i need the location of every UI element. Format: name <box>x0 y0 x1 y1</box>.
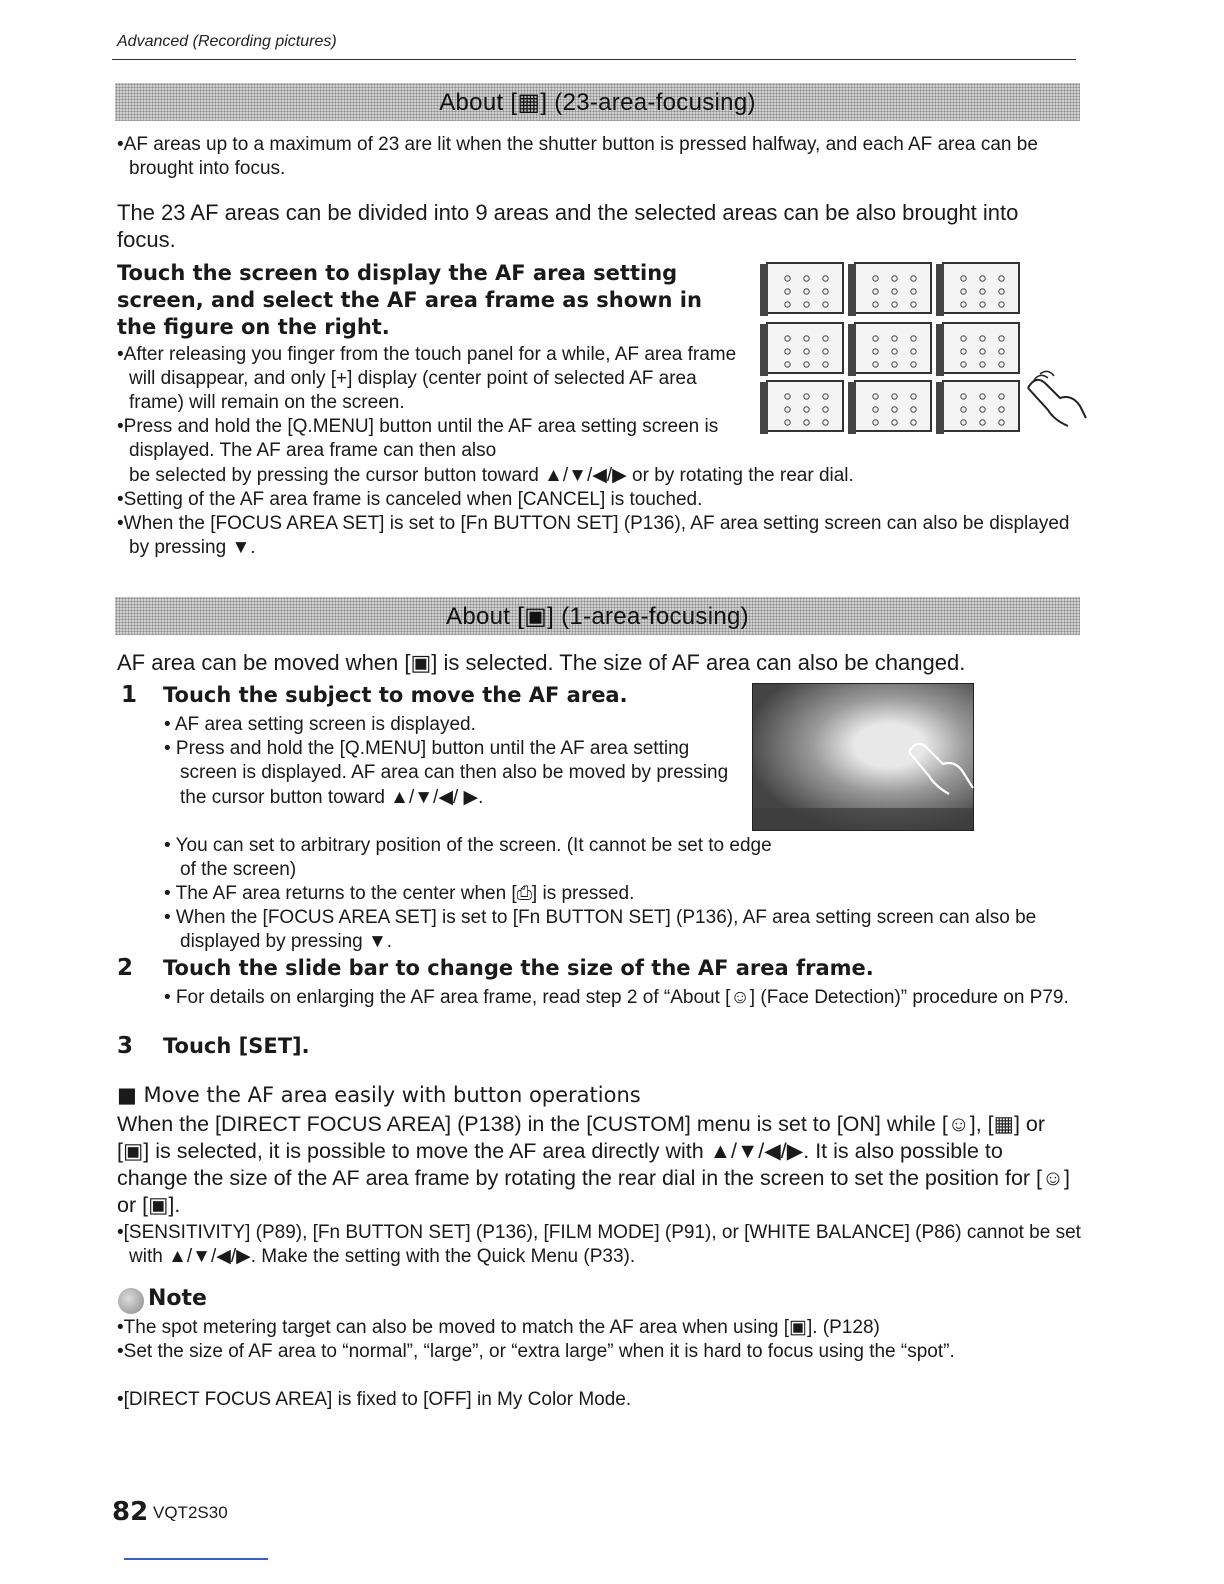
af-area-grid-figure <box>758 258 1088 438</box>
section-bar-23-area <box>115 83 1080 121</box>
section-bar-1-area <box>115 597 1080 635</box>
af-zone-9 <box>942 380 1020 432</box>
section-title-1-area: About [▣] (1-area-focusing) <box>446 602 749 630</box>
step1-number: 1 <box>121 682 138 708</box>
note-bullet-2: •Set the size of AF area to “normal”, “large”, or “extra large” when it is hard to focus using the “spot”. <box>117 1341 955 1362</box>
note-title: Note <box>148 1286 207 1311</box>
touch-hand-icon-2 <box>903 734 983 804</box>
bullet-cancel: •Setting of the AF area frame is canceled when [CANCEL] is touched. <box>117 489 703 510</box>
instruction-heading: Touch the screen to display the AF area setting screen, and select the AF area frame as shown in the figure on the right. <box>117 261 702 339</box>
bullet-qmenu-cont: be selected by pressing the cursor button toward ▲/▼/◀/▶ or by rotating the rear dial. <box>129 465 854 486</box>
af-zone-3 <box>942 262 1020 314</box>
step1-bullet-4: • The AF area returns to the center when [⎙] is pressed. <box>164 883 635 904</box>
step1-bullet-1: • AF area setting screen is displayed. <box>164 714 476 735</box>
button-ops-heading: ■ Move the AF area easily with button operations <box>117 1083 641 1107</box>
running-header: Advanced (Recording pictures) <box>117 33 337 50</box>
intro-paragraph: The 23 AF areas can be divided into 9 areas and the selected areas can be also brought into focus. <box>117 200 1019 252</box>
note-bullet-1: •The spot metering target can also be moved to match the AF area when using [▣]. (P128) <box>117 1317 880 1338</box>
note-icon <box>118 1288 144 1314</box>
step1-title: Touch the subject to move the AF area. <box>163 683 628 707</box>
af-zone-8 <box>854 380 932 432</box>
header-divider <box>112 59 1076 60</box>
model-code: VQT2S30 <box>153 1503 228 1522</box>
step3-title: Touch [SET]. <box>163 1034 310 1058</box>
bullet-finger-release: •After releasing you finger from the touch panel for a while, AF area frame will disappear, and only [+] display (center point of selected AF area frame) will remain on the screen. <box>117 344 737 413</box>
af-zone-1 <box>766 262 844 314</box>
step1-bullet-2: • Press and hold the [Q.MENU] button until the AF area setting screen is displayed. AF area can then also be moved by pressing the cursor button toward ▲/▼/◀/ ▶. <box>164 738 729 808</box>
note-heading <box>118 1285 207 1314</box>
af-zone-5 <box>854 322 932 374</box>
section-title-23-area: About [▦] (23-area-focusing) <box>439 88 756 116</box>
touch-hand-icon <box>1020 368 1090 432</box>
af-zone-2 <box>854 262 932 314</box>
af-zone-7 <box>766 380 844 432</box>
bullet-focus-area-set: •When the [FOCUS AREA SET] is set to [Fn BUTTON SET] (P136), AF area setting screen can also be displayed by pressing ▼. <box>117 513 1070 558</box>
step2-title: Touch the slide bar to change the size of the AF area frame. <box>163 956 874 980</box>
footer-link-line <box>124 1558 268 1560</box>
step2-bullet-1: • For details on enlarging the AF area frame, read step 2 of “About [☺] (Face Detection)” procedure on P79. <box>164 987 1069 1008</box>
af-zone-4 <box>766 322 844 374</box>
page-number: 82 <box>112 1497 149 1527</box>
step1-bullet-5: • When the [FOCUS AREA SET] is set to [Fn BUTTON SET] (P136), AF area setting screen can also be displayed by pressing ▼. <box>164 907 1037 953</box>
button-ops-bullet: •[SENSITIVITY] (P89), [Fn BUTTON SET] (P136), [FILM MODE] (P91), or [WHITE BALANCE] (P86) cannot be set with ▲/▼/◀/▶. Make the setting with the Quick Menu (P33). <box>117 1222 1081 1267</box>
intro-bullet: •AF areas up to a maximum of 23 are lit when the shutter button is pressed halfway, and each AF area can be brought into focus. <box>117 134 1038 179</box>
af-zone-6 <box>942 322 1020 374</box>
step1-bullet-3: • You can set to arbitrary position of the screen. (It cannot be set to edge of the screen) <box>164 835 772 881</box>
bullet-qmenu: •Press and hold the [Q.MENU] button until the AF area setting screen is displayed. The AF area frame can then also <box>117 416 719 461</box>
touch-subject-photo <box>752 683 974 831</box>
step3-number: 3 <box>117 1033 134 1059</box>
note-bullet-3: •[DIRECT FOCUS AREA] is fixed to [OFF] in My Color Mode. <box>117 1389 632 1410</box>
button-ops-paragraph: When the [DIRECT FOCUS AREA] (P138) in the [CUSTOM] menu is set to [ON] while [☺], [▦] or [▣] is selected, it is possible to move the AF area directly with ▲/▼/◀/▶. It is also possible to change the size of the AF area frame by rotating the rear dial in the screen to set the position for [☺] or [▣]. <box>117 1112 1070 1217</box>
step2-number: 2 <box>117 955 134 981</box>
section2-intro: AF area can be moved when [▣] is selected. The size of AF area can also be changed. <box>117 650 966 675</box>
